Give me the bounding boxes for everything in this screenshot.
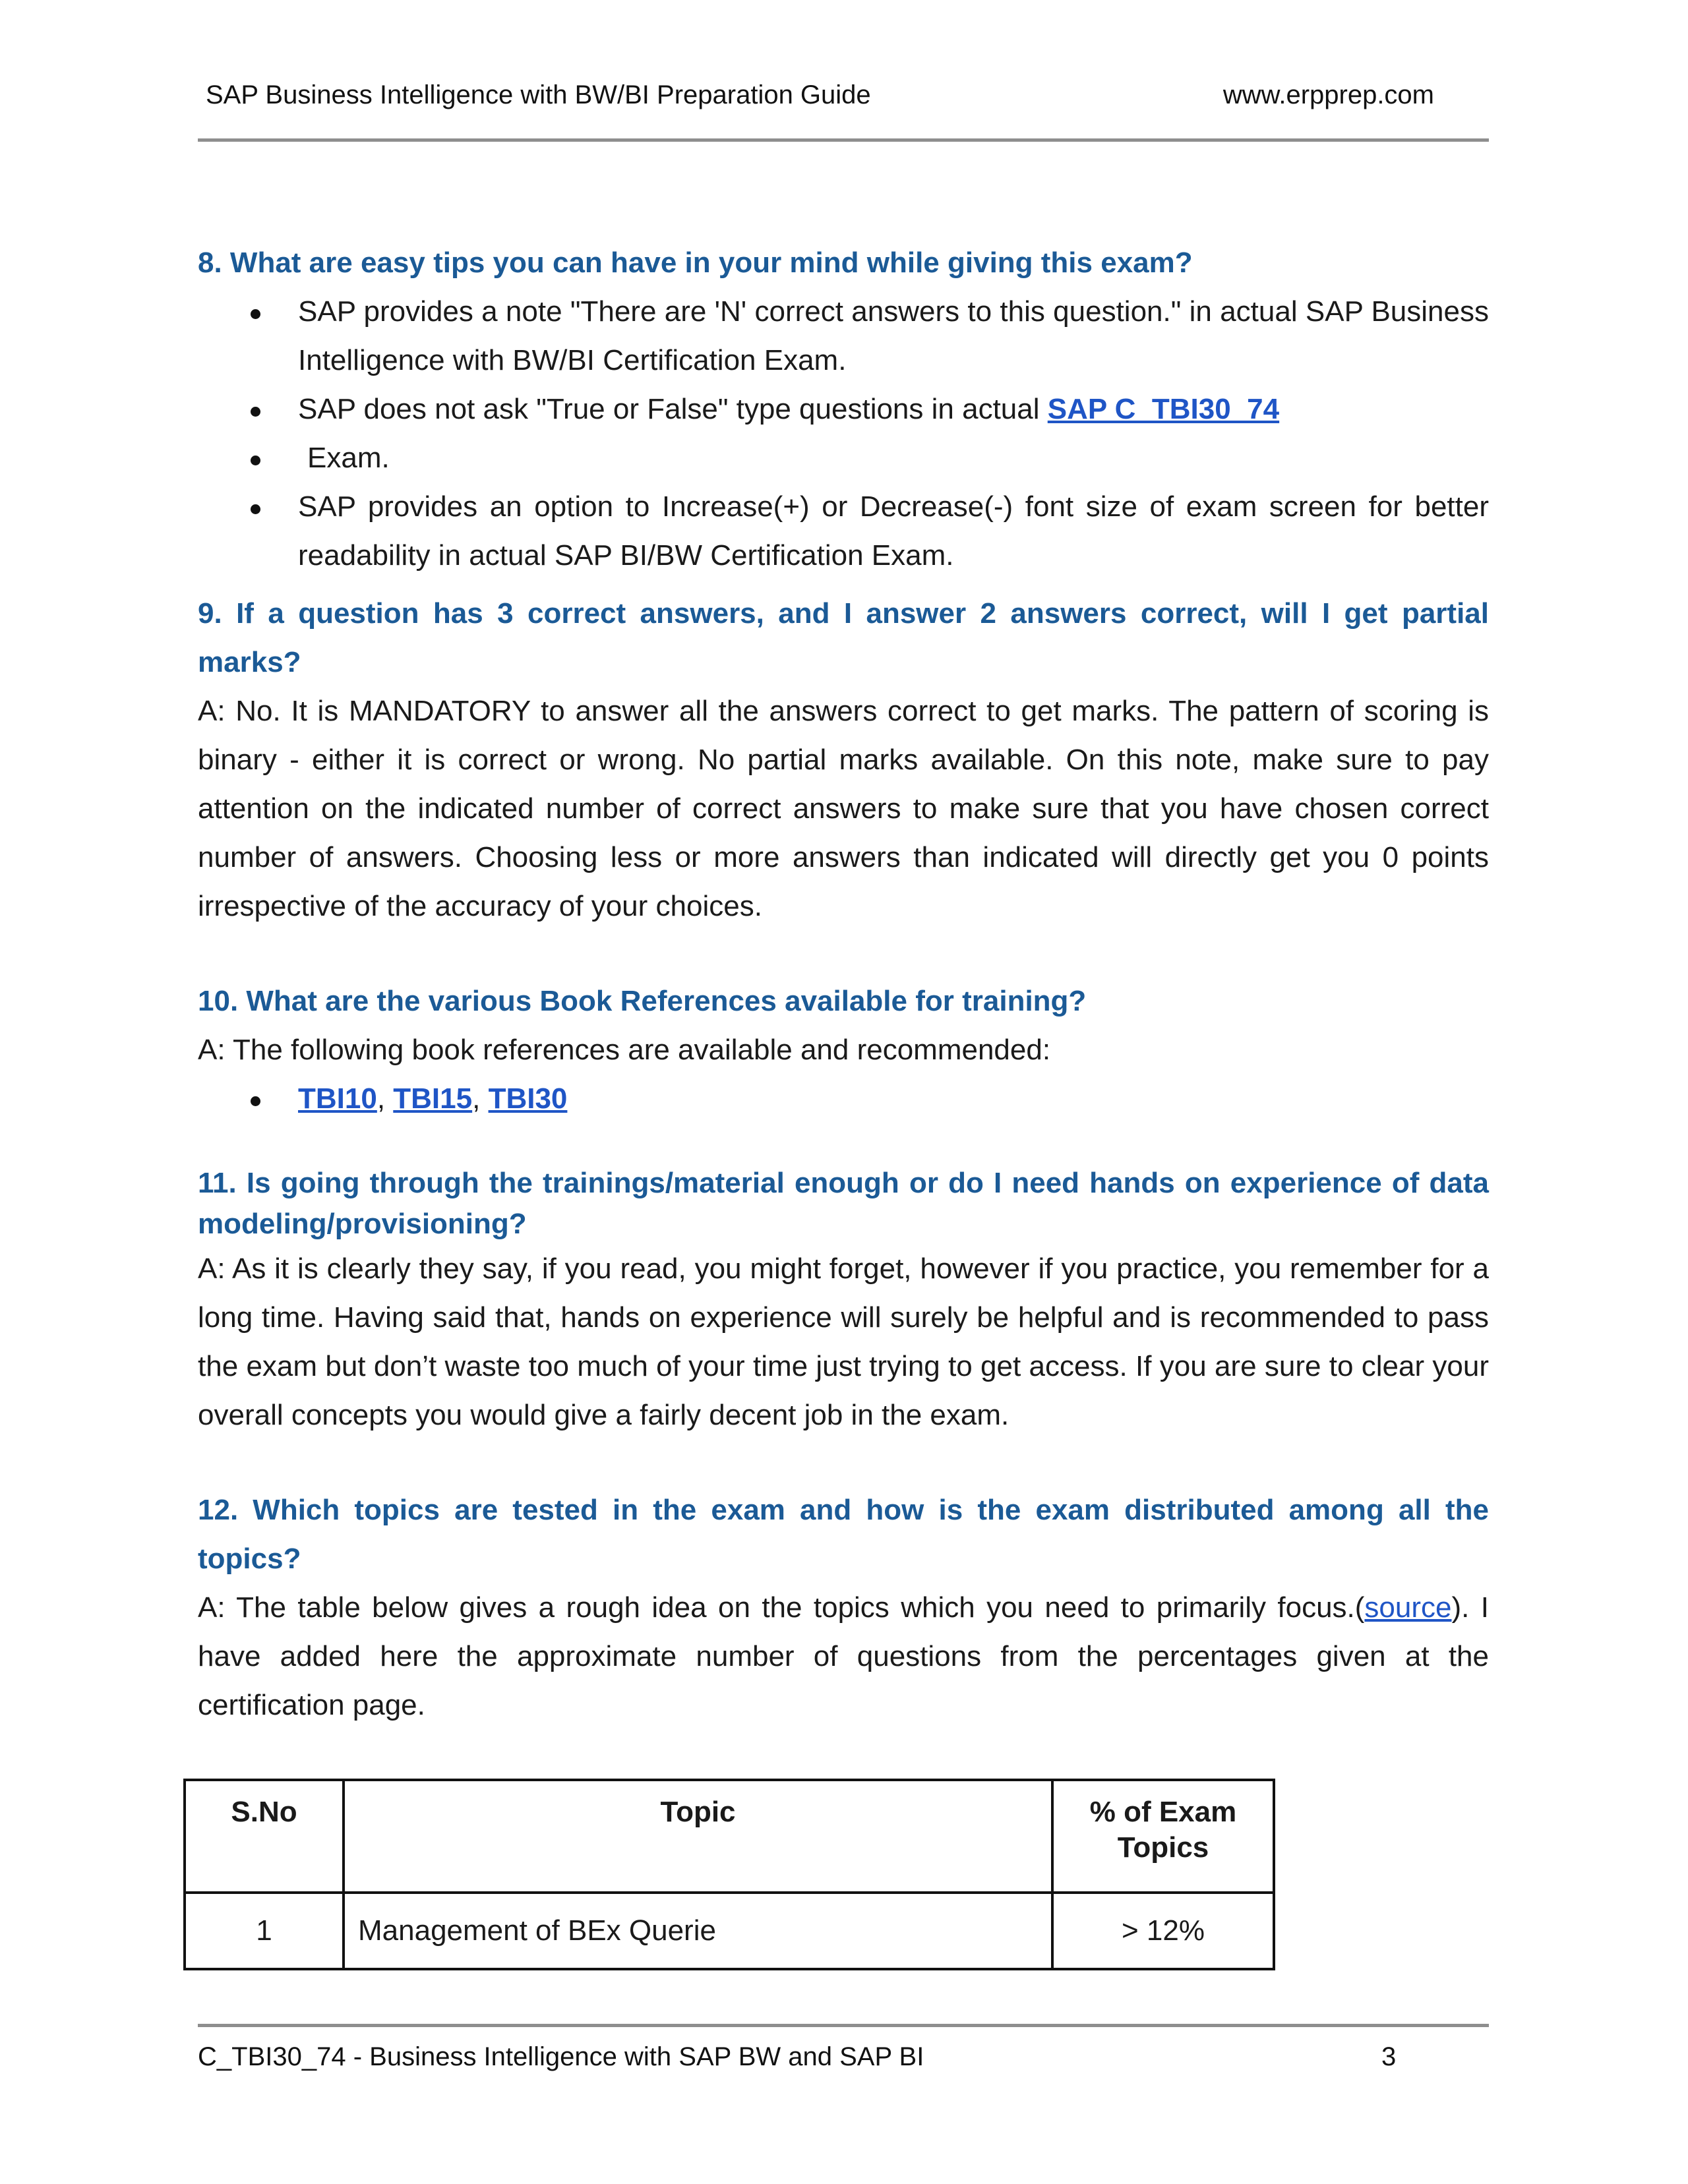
book-link-tbi15[interactable]: TBI15 [393, 1082, 473, 1115]
question-8-heading: 8. What are easy tips you can have in your mind while giving this exam? [198, 247, 1193, 279]
document-body [198, 239, 1489, 1730]
page-number: 3 [1381, 2042, 1397, 2071]
question-10-answer: A: The following book references are available and recommended: [198, 1034, 1051, 1066]
footer-divider [198, 2024, 1489, 2027]
book-separator: , [377, 1082, 394, 1115]
table-row [185, 1893, 1274, 1969]
column-header-topic: Topic [344, 1780, 1052, 1893]
question-10-heading: 10. What are the various Book References available for training? [198, 985, 1087, 1017]
question-11-heading: 11. Is going through the trainings/material enough or do I need hands on experience of data modeling/provisioning? [198, 1167, 1489, 1240]
exam-topics-table [183, 1779, 1275, 1970]
cell-topic: Management of BEx Querie [344, 1893, 1052, 1969]
footer-title: C_TBI30_74 - Business Intelligence with SAP BW and SAP BI [198, 2042, 924, 2071]
book-separator: , [472, 1082, 489, 1115]
bullet-icon [251, 309, 260, 319]
table-header-row [185, 1780, 1274, 1893]
answer-text-before-link: A: The table below gives a rough idea on the topics which you need to primarily focus.( [198, 1591, 1365, 1624]
source-link[interactable]: source [1364, 1591, 1452, 1624]
header-title: SAP Business Intelligence with BW/BI Preparation Guide [206, 80, 871, 109]
list-item [198, 385, 1489, 434]
book-link-tbi30[interactable]: TBI30 [488, 1082, 568, 1115]
list-item [198, 287, 1489, 385]
question-9-heading: 9. If a question has 3 correct answers, and I answer 2 answers correct, will I get partial marks? [198, 597, 1489, 678]
header-website: www.erpprep.com [1222, 80, 1434, 109]
list-item [198, 1075, 1489, 1123]
tip-3-text: Exam. [307, 442, 390, 474]
bullet-icon [251, 504, 260, 514]
question-12-answer [198, 1583, 1489, 1730]
question-8-tips-list [198, 287, 1489, 580]
column-header-sno: S.No [185, 1780, 344, 1893]
bullet-icon [251, 456, 260, 465]
bullet-icon [251, 1096, 260, 1106]
cell-sno: 1 [185, 1893, 344, 1969]
book-link-tbi10[interactable]: TBI10 [298, 1082, 377, 1115]
list-item [198, 483, 1489, 580]
column-header-percent: % of Exam Topics [1052, 1780, 1274, 1893]
list-item [198, 434, 1489, 483]
question-9-answer: A: No. It is MANDATORY to answer all the answers correct to get marks. The pattern of scoring is binary - either it is correct or wrong. No partial marks available. On this note, make sure to pay attention on the indicated number of correct answers to make sure that you have chosen correct number of answers. Choosing less or more answers than indicated will directly get you 0 points irrespective of the accuracy of your choices. [198, 695, 1489, 922]
question-12-heading: 12. Which topics are tested in the exam and how is the exam distributed among all the topics? [198, 1494, 1489, 1575]
cell-percent: > 12% [1052, 1893, 1274, 1969]
question-11-answer: A: As it is clearly they say, if you read, you might forget, however if you practice, you remember for a long time. Having said that, hands on experience will surely be helpful and is recommended to pass the exam but don’t waste too much of your time just trying to get access. If you are sure to clear your overall concepts you would give a fairly decent job in the exam. [198, 1253, 1489, 1431]
tip-4-text: SAP provides an option to Increase(+) or Decrease(-) font size of exam screen for better readability in actual SAP BI/BW Certification Exam. [298, 490, 1489, 572]
book-references-list [198, 1075, 1489, 1123]
tip-1-text: SAP provides a note "There are 'N' correct answers to this question." in actual SAP Business Intelligence with BW/BI Certification Exam. [298, 295, 1489, 376]
sap-exam-link[interactable]: SAP C_TBI30_74 [1047, 393, 1280, 425]
tip-2-text: SAP does not ask "True or False" type questions in actual [298, 393, 1048, 425]
bullet-icon [251, 407, 260, 417]
answer-text-after-link: ). I have added here the approximate number of questions from the percentages given at the certification page. [198, 1591, 1489, 1721]
header-divider [198, 138, 1489, 142]
